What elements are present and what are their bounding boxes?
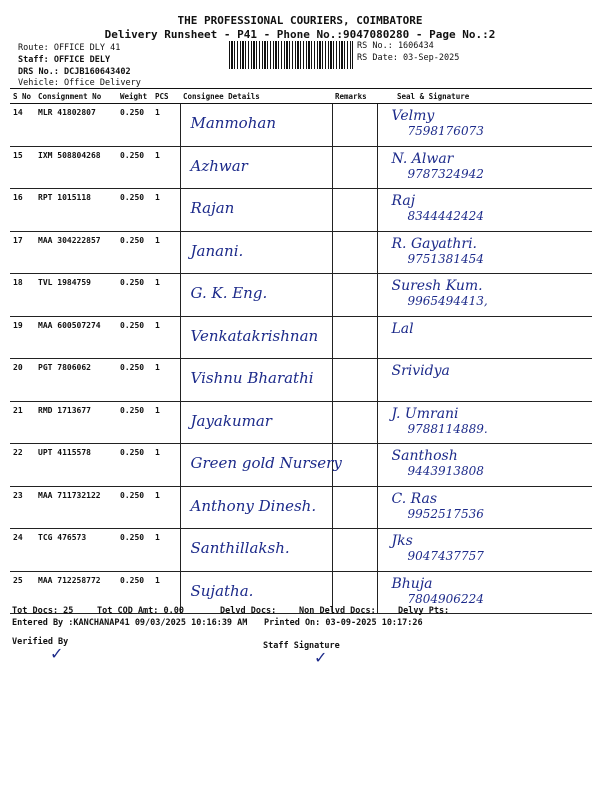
row-sno: 21 (10, 401, 35, 444)
route-label: Route: OFFICE DLY 41 (18, 43, 121, 53)
row-seal-signature-cell (377, 231, 592, 274)
row-weight: 0.250 (117, 359, 152, 402)
row-weight: 0.250 (117, 104, 152, 147)
row-seal-signature-cell (377, 146, 592, 189)
table-row (10, 274, 592, 317)
row-sno: 14 (10, 104, 35, 147)
row-consignment-no: UPT 4115578 (35, 444, 117, 487)
row-sno: 19 (10, 316, 35, 359)
table-row (10, 189, 592, 232)
row-consignee-cell (180, 486, 332, 529)
handwritten-consignee-name: G. K. Eng. (190, 284, 268, 302)
handwritten-consignee-name: Green gold Nursery (190, 454, 342, 472)
row-consignee-cell (180, 359, 332, 402)
verified-by-label: Verified By (12, 637, 69, 647)
handwritten-consignee-name: Manmohan (190, 114, 276, 132)
row-weight: 0.250 (117, 316, 152, 359)
row-seal-signature-cell (377, 359, 592, 402)
verified-check-mark-icon: ✓ (50, 644, 64, 663)
row-pcs: 1 (152, 189, 180, 232)
handwritten-phone: 9047437757 (407, 549, 484, 563)
row-remarks-cell (332, 231, 377, 274)
barcode-icon (229, 41, 353, 69)
row-remarks-cell (332, 401, 377, 444)
row-seal-signature-cell (377, 274, 592, 317)
row-pcs: 1 (152, 401, 180, 444)
row-remarks-cell (332, 444, 377, 487)
row-weight: 0.250 (117, 146, 152, 189)
handwritten-consignee-name: Sujatha. (190, 581, 254, 600)
col-sno: S No (10, 89, 35, 104)
row-pcs: 1 (152, 231, 180, 274)
handwritten-consignee-name: Janani. (190, 241, 244, 260)
row-consignment-no: TCG 476573 (35, 529, 117, 572)
handwritten-phone: 8344442424 (407, 209, 484, 223)
row-consignee-cell (180, 444, 342, 487)
table-row (10, 231, 592, 274)
row-consignment-no: MAA 600507274 (35, 316, 117, 359)
col-consignment: Consignment No (35, 89, 117, 104)
row-pcs: 1 (152, 316, 180, 359)
handwritten-consignee-name: Santhillaksh. (190, 539, 290, 557)
company-title: THE PROFESSIONAL COURIERS, COIMBATORE (177, 14, 423, 27)
row-remarks-cell (332, 146, 377, 189)
col-remarks: Remarks (332, 89, 377, 104)
table-row (10, 529, 592, 572)
handwritten-phone: 7598176073 (407, 124, 484, 138)
row-consignment-no: MAA 712258772 (35, 571, 117, 614)
table-header-row (10, 89, 592, 104)
row-pcs: 1 (152, 571, 180, 614)
row-remarks-cell (332, 189, 377, 232)
row-consignment-no: RMD 1713677 (35, 401, 117, 444)
table-row (10, 316, 592, 359)
row-consignment-no: MAA 711732122 (35, 486, 117, 529)
handwritten-consignee-name: Azhwar (190, 156, 248, 175)
row-seal-signature-cell (377, 104, 592, 147)
row-consignment-no: RPT 1015118 (35, 189, 117, 232)
handwritten-consignee-name: Anthony Dinesh. (190, 496, 317, 515)
row-consignee-cell (180, 401, 332, 444)
table-row (10, 104, 592, 147)
handwritten-signature: Bhuja (391, 575, 433, 592)
table-row (10, 146, 592, 189)
handwritten-phone: 9965494413, (407, 294, 488, 308)
row-sno: 16 (10, 189, 35, 232)
printed-on: Printed On: 03-09-2025 10:17:26 (264, 618, 423, 628)
handwritten-signature: N. Alwar (391, 150, 454, 167)
staff-check-mark-icon: ✓ (314, 648, 328, 667)
row-seal-signature-cell (377, 316, 592, 359)
row-remarks-cell (332, 529, 377, 572)
total-cod: Tot COD Amt: 0.00 (97, 606, 184, 616)
row-consignee-cell (180, 104, 332, 147)
handwritten-signature: Lal (391, 320, 414, 337)
staff-label: Staff: OFFICE DELY (18, 55, 111, 65)
table-row (10, 401, 592, 444)
row-pcs: 1 (152, 359, 180, 402)
table-row (10, 444, 592, 487)
rs-number: RS No.: 1606434 (357, 41, 434, 51)
handwritten-phone: 9952517536 (407, 506, 484, 521)
row-weight: 0.250 (117, 486, 152, 529)
non-delivered-docs: Non Delvd Docs: (299, 606, 376, 616)
handwritten-consignee-name: Jayakumar (190, 411, 272, 430)
row-sno: 17 (10, 231, 35, 274)
row-remarks-cell (332, 486, 377, 529)
row-weight: 0.250 (117, 231, 152, 274)
col-pcs: PCS (152, 89, 180, 104)
row-consignment-no: IXM 508804268 (35, 146, 117, 189)
handwritten-signature: Jks (391, 533, 413, 549)
row-consignment-no: MLR 41802807 (35, 104, 117, 147)
rs-date: RS Date: 03-Sep-2025 (357, 53, 460, 63)
delivery-table (10, 88, 592, 614)
row-pcs: 1 (152, 146, 180, 189)
row-sno: 23 (10, 486, 35, 529)
row-remarks-cell (332, 104, 377, 147)
total-docs: Tot Docs: 25 (12, 606, 74, 616)
delivery-points: Delvy Pts: (398, 606, 450, 616)
row-pcs: 1 (152, 274, 180, 317)
row-pcs: 1 (152, 486, 180, 529)
row-consignment-no: TVL 1984759 (35, 274, 117, 317)
row-pcs: 1 (152, 444, 180, 487)
row-consignee-cell (180, 274, 332, 317)
row-sno: 22 (10, 444, 35, 487)
handwritten-consignee-name: Rajan (190, 199, 235, 217)
row-consignment-no: PGT 7806062 (35, 359, 117, 402)
row-weight: 0.250 (117, 444, 152, 487)
row-remarks-cell (332, 274, 377, 317)
row-consignee-cell (180, 146, 332, 189)
row-seal-signature-cell (377, 529, 592, 572)
row-pcs: 1 (152, 104, 180, 147)
row-consignment-no: MAA 304222857 (35, 231, 117, 274)
handwritten-signature: J. Umrani (391, 405, 459, 422)
entered-by: Entered By :KANCHANAP41 09/03/2025 10:16:39 AM (12, 618, 248, 628)
row-consignee-cell (180, 231, 332, 274)
row-seal-signature-cell (377, 189, 592, 232)
row-weight: 0.250 (117, 571, 152, 614)
row-consignee-cell (180, 529, 332, 572)
handwritten-signature: Velmy (391, 108, 435, 124)
row-sno: 25 (10, 571, 35, 614)
row-remarks-cell (332, 316, 377, 359)
vehicle-label: Vehicle: Office Delivery (18, 78, 141, 88)
handwritten-signature: C. Ras (391, 490, 438, 507)
handwritten-consignee-name: Vishnu Bharathi (190, 369, 314, 387)
row-weight: 0.250 (117, 189, 152, 232)
handwritten-consignee-name: Venkatakrishnan (190, 326, 319, 345)
row-seal-signature-cell (377, 486, 592, 529)
row-weight: 0.250 (117, 529, 152, 572)
row-weight: 0.250 (117, 274, 152, 317)
col-weight: Weight (117, 89, 152, 104)
table-row (10, 359, 592, 402)
handwritten-phone: 9443913808 (407, 464, 484, 478)
drs-number: DRS No.: DCJB160643402 (18, 67, 131, 77)
row-sno: 24 (10, 529, 35, 572)
handwritten-signature: Srividya (391, 363, 450, 379)
row-consignee-cell (180, 189, 332, 232)
handwritten-signature: Suresh Kum. (391, 278, 483, 294)
delivered-docs: Delvd Docs: (220, 606, 277, 616)
row-seal-signature-cell (377, 444, 592, 487)
handwritten-signature: Santhosh (391, 448, 458, 464)
table-row (10, 486, 592, 529)
row-consignee-cell (180, 316, 332, 359)
row-sno: 18 (10, 274, 35, 317)
col-seal-signature: Seal & Signature (377, 89, 592, 104)
row-pcs: 1 (152, 529, 180, 572)
runsheet-subtitle: Delivery Runsheet - P41 - Phone No.:9047080280 - Page No.:2 (104, 28, 496, 41)
row-remarks-cell (332, 359, 377, 402)
handwritten-phone: 9751381454 (407, 251, 484, 266)
row-seal-signature-cell (377, 401, 592, 444)
row-sno: 20 (10, 359, 35, 402)
handwritten-signature: R. Gayathri. (391, 235, 477, 252)
row-sno: 15 (10, 146, 35, 189)
handwritten-phone: 7804906224 (407, 591, 484, 606)
staff-signature-label: Staff Signature (263, 641, 340, 651)
handwritten-phone: 9788114889. (407, 421, 488, 436)
handwritten-signature: Raj (391, 193, 416, 209)
row-weight: 0.250 (117, 401, 152, 444)
col-consignee: Consignee Details (180, 89, 332, 104)
handwritten-phone: 9787324942 (407, 166, 484, 181)
